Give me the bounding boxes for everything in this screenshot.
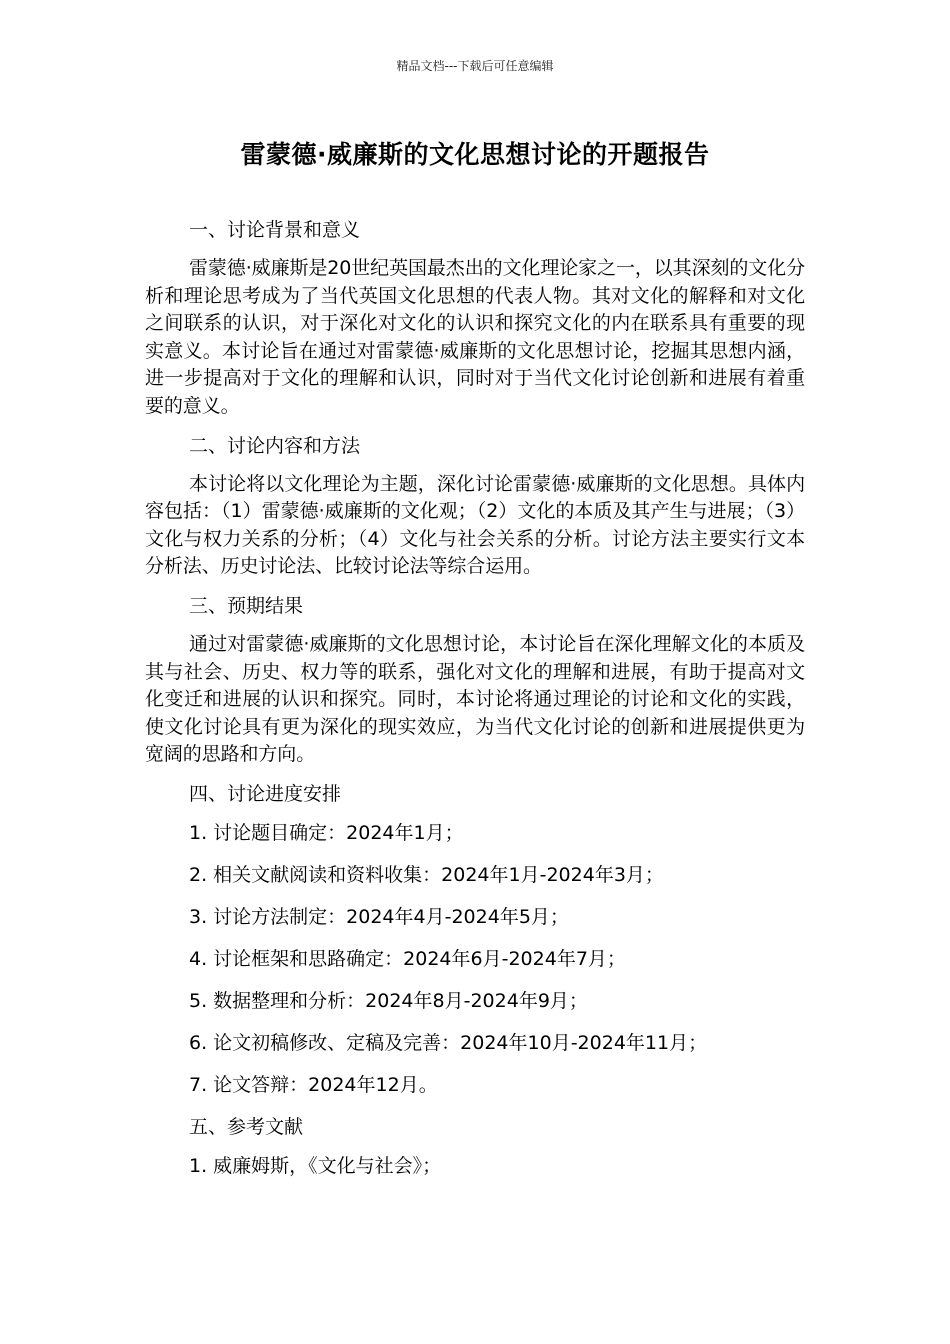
section-paragraph-expected: 通过对雷蒙德·威廉斯的文化思想讨论，本讨论旨在深化理解文化的本质及其与社会、历史、权力等的联系，强化对文化的理解和进展，有助于提高对文化变迁和进展的认识和探究。同时，本讨论将通过理论的讨论和文化的实践，使文化讨论具有更为深化的现实效应，为当代文化讨论的创新和进展提供更为宽阔的思路和方向。 xyxy=(145,632,805,766)
section-heading-references: 五、参考文献 xyxy=(189,1115,304,1138)
header-note: 精品文档---下载后可任意编辑 xyxy=(396,59,554,73)
section-paragraph-content-method: 本讨论将以文化理论为主题，深化讨论雷蒙德·威廉斯的文化思想。具体内容包括：（1）雷蒙德·威廉斯的文化观；（2）文化的本质及其产生与进展；（3）文化与权力关系的分析；（4）文化与社会关系的分析。讨论方法主要实行文本分析法、历史讨论法、比较讨论法等综合运用。 xyxy=(145,472,805,578)
reference-list xyxy=(145,1152,805,1180)
section-paragraph-background: 雷蒙德·威廉斯是20世纪英国最杰出的文化理论家之一，以其深刻的文化分析和理论思考成为了当代英国文化思想的代表人物。其对文化的解释和对文化之间联系的认识，对于深化对文化的认识和探究文化的内在联系具有重要的现实意义。本讨论旨在通过对雷蒙德·威廉斯的文化思想讨论，挖掘其思想内涵，进一步提高对于文化的理解和认识，同时对于当代文化讨论创新和进展有着重要的意义。 xyxy=(145,257,805,417)
document-title: 雷蒙德·威廉斯的文化思想讨论的开题报告 xyxy=(240,140,710,169)
schedule-item: 2. 相关文献阅读和资料收集：2024年1月-2024年3月； xyxy=(189,863,664,886)
schedule-list xyxy=(145,819,805,1099)
document-body xyxy=(145,216,805,1194)
schedule-item: 3. 讨论方法制定：2024年4月-2024年5月； xyxy=(189,905,569,928)
schedule-item: 1. 讨论题目确定：2024年1月； xyxy=(189,821,464,844)
schedule-item: 7. 论文答辩：2024年12月。 xyxy=(189,1073,438,1096)
schedule-item: 6. 论文初稿修改、定稿及完善：2024年10月-2024年11月； xyxy=(189,1031,708,1054)
section-heading-content-method: 二、讨论内容和方法 xyxy=(189,434,361,457)
reference-item: 1. 威廉姆斯，《文化与社会》； xyxy=(189,1154,442,1177)
section-heading-background: 一、讨论背景和意义 xyxy=(189,219,361,241)
section-heading-schedule: 四、讨论进度安排 xyxy=(189,782,342,805)
section-heading-expected: 三、预期结果 xyxy=(189,594,304,617)
schedule-item: 4. 讨论框架和思路确定：2024年6月-2024年7月； xyxy=(189,947,626,970)
schedule-item: 5. 数据整理和分析：2024年8月-2024年9月； xyxy=(189,989,588,1012)
